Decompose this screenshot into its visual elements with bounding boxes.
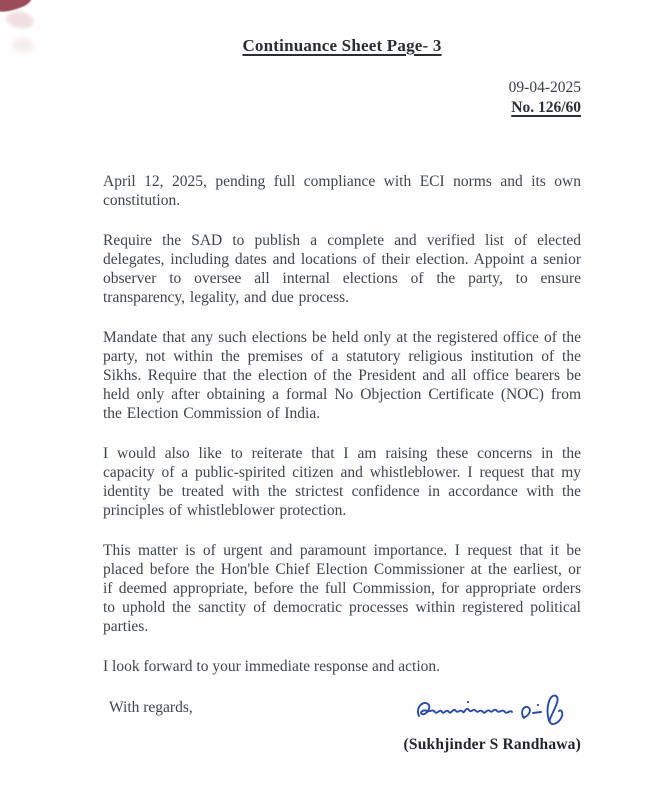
signatory-printed-name: (Sukhjinder S Randhawa) — [403, 736, 581, 753]
handwritten-signature — [411, 689, 581, 735]
letter-body — [103, 172, 581, 754]
page-title: Continuance Sheet Page- 3 — [242, 36, 442, 55]
corner-ink-smudge — [5, 10, 35, 31]
paragraph: This matter is of urgent and paramount importance. I request that it be placed before the Hon'ble Chief Election Commissioner at the earliest, or if deemed appropriate, before the full Commission, for appropriate orders to uphold the sanctity of democratic processes within registered political parties. — [103, 542, 581, 635]
signature-row — [103, 695, 581, 754]
header-meta — [103, 78, 581, 118]
corner-ink-mark — [0, 0, 33, 15]
paragraph: April 12, 2025, pending full compliance with ECI norms and its own constitution. — [103, 173, 581, 209]
corner-ink-smudge-faint — [12, 38, 34, 53]
paragraph: I would also like to reiterate that I am raising these concerns in the capacity of a public-spirited citizen and whistleblower. I request that my identity be treated with the strictest confidence in accordance with the principles of whistleblower protection. — [103, 445, 581, 519]
paragraph: Require the SAD to publish a complete and verified list of elected delegates, including dates and locations of their election. Appoint a senior observer to oversee all internal elections of the party, to ensure transparency, legality, and due process. — [103, 232, 581, 306]
regards-text: With regards, — [109, 699, 193, 716]
document-reference-number: No. 126/60 — [511, 99, 581, 116]
paragraph: Mandate that any such elections be held only at the registered office of the party, not within the premises of a statutory religious institution of the Sikhs. Require that the election of the President and all office bearers be held only after obtaining a formal No Objection Certificate (NOC) from the Election Commission of India. — [103, 329, 581, 422]
closing-line: I look forward to your immediate response and action. — [103, 658, 441, 675]
document-date: 09-04-2025 — [508, 79, 581, 96]
letter-content — [103, 36, 581, 754]
signature-block — [404, 689, 581, 754]
